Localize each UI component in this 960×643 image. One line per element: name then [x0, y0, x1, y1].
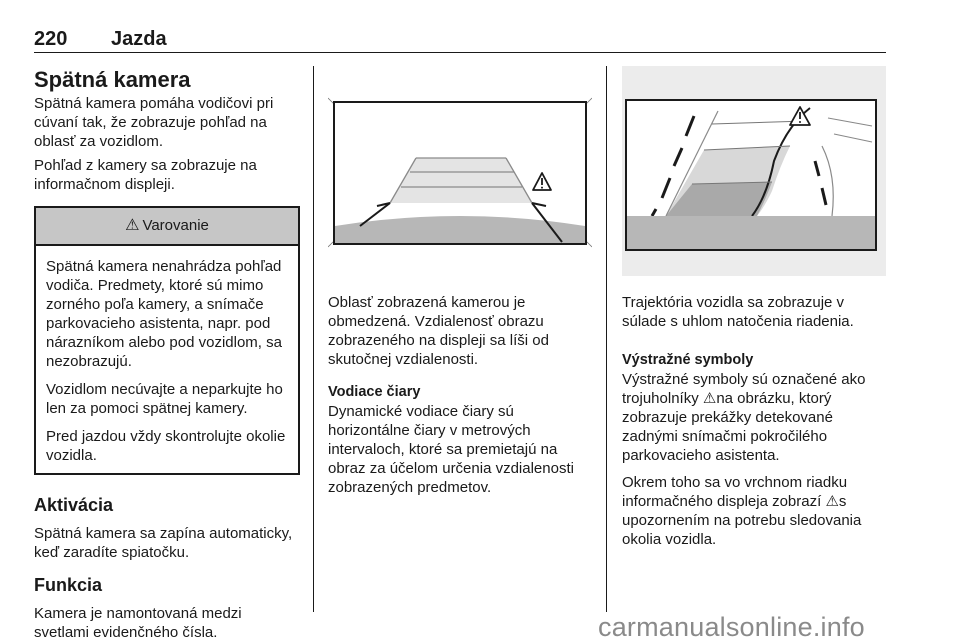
column-divider-2: [606, 66, 607, 612]
warning-paragraph-3: Pred jazdou vždy skontrolujte okolie vozidla.: [46, 428, 286, 464]
watermark: carmanualsonline.info: [598, 612, 865, 642]
warning-symbols-text-a: Výstražné symboly sú označené ako trojuholníky: [622, 371, 866, 407]
top-row-paragraph: [622, 473, 886, 549]
page-header: [34, 28, 886, 53]
figure-caption: Oblasť zobrazená kamerou je obmedzená. Vzdialenosť obrazu zobrazeného na displeji sa líši od skutočnej vzdialenosti.: [328, 294, 549, 368]
warning-heading: Varovanie: [142, 217, 209, 234]
warning-triangle-icon: ⚠: [702, 390, 717, 407]
chapter-title: Jazda: [111, 28, 167, 50]
guide-lines-heading: Vodiace čiary: [328, 384, 421, 400]
column-divider-1: [313, 66, 314, 612]
section-title: Spätná kamera: [34, 67, 191, 92]
warning-paragraph-1: Spätná kamera nenahrádza pohľad vodiča. Predmety, ktoré sú mimo zorného poľa kamery, a snímače parkovacieho asistenta, napr. pod nárazníkom alebo pod vozidlom, sa nezobrazujú.: [46, 258, 282, 370]
warning-symbols-text-b: na obrázku, ktorý zobrazuje prekážky detekované zadnými snímačmi pokročilého parkovacieho asistenta.: [622, 390, 833, 464]
column-middle: [328, 66, 592, 497]
intro-paragraph-2: Pohľad z kamery sa zobrazuje na informačnom displeji.: [34, 157, 257, 193]
top-row-text-b: s upozornením na potrebu sledovania okolia vozidla.: [622, 493, 862, 548]
warning-body: [36, 246, 298, 473]
warning-triangle-icon: ⚠: [125, 217, 140, 234]
activation-heading: Aktivácia: [34, 495, 114, 515]
function-paragraph: Kamera je namontovaná medzi svetlami evidenčného čísla.: [34, 605, 242, 641]
warning-header: [36, 208, 298, 246]
trajectory-caption: Trajektória vozidla sa zobrazuje v súlade s uhlom natočenia riadenia.: [622, 294, 854, 330]
intro-paragraph: Spätná kamera pomáha vodičovi pri cúvaní tak, že zobrazuje pohľad na oblasť za vozidlom.: [34, 95, 274, 150]
top-row-text-a: Okrem toho sa vo vrchnom riadku informačného displeja zobrazí: [622, 474, 848, 510]
trajectory-figure: [622, 66, 886, 276]
warning-box: [34, 206, 300, 475]
activation-paragraph: Spätná kamera sa zapína automaticky, keď zaradíte spiatočku.: [34, 525, 293, 561]
column-left: [34, 66, 300, 642]
guide-lines-paragraph: Dynamické vodiace čiary sú horizontálne čiary v metrových intervaloch, ktoré sa premietajú na obraz za účelom určenia vzdialenosti zobrazených predmetov.: [328, 403, 574, 496]
column-right: [622, 66, 886, 549]
camera-view-figure: [328, 66, 592, 276]
function-heading: Funkcia: [34, 575, 103, 595]
warning-paragraph-2: Vozidlom necúvajte a neparkujte ho len za pomoci spätnej kamery.: [46, 381, 283, 417]
warning-triangle-icon: ⚠: [825, 493, 839, 510]
warning-symbols-paragraph: [622, 370, 886, 465]
page-number: 220: [34, 28, 68, 50]
warning-symbols-heading: Výstražné symboly: [622, 352, 754, 368]
